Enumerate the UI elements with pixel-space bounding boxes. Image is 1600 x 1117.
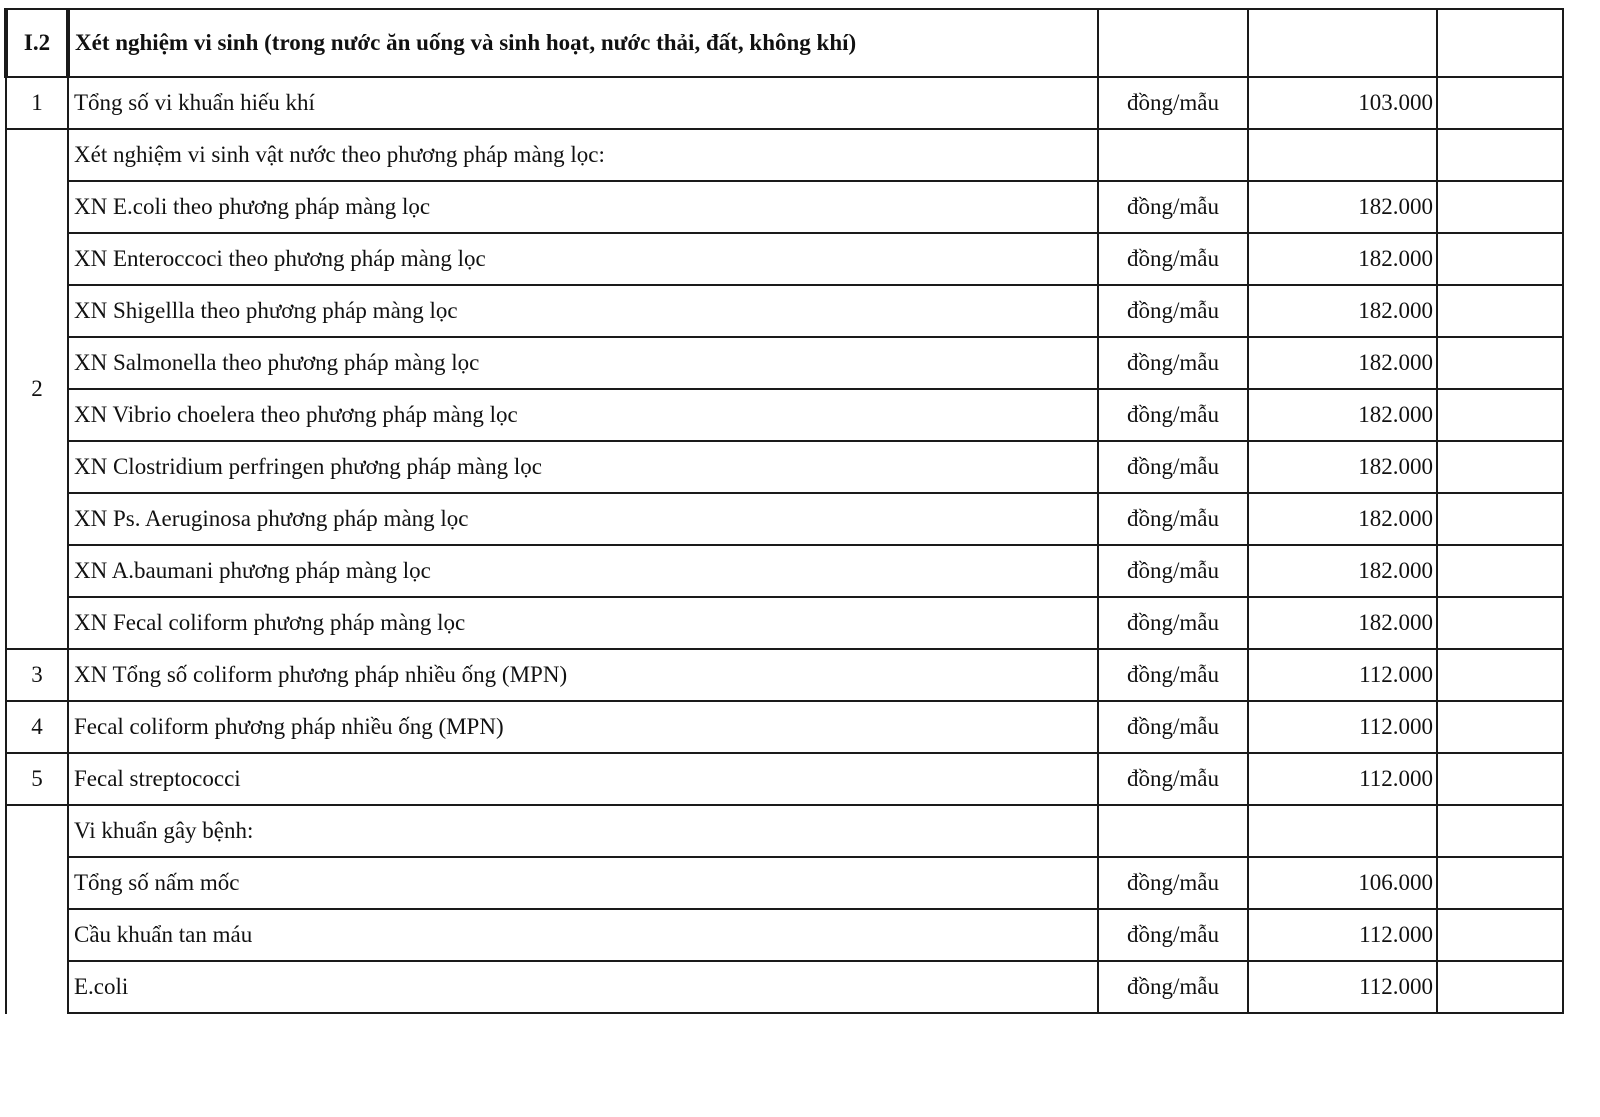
item-name: Fecal coliform phương pháp nhiều ống (MPN) — [68, 701, 1098, 753]
item-note — [1437, 493, 1563, 545]
item-price: 182.000 — [1248, 233, 1437, 285]
item-name: XN Fecal coliform phương pháp màng lọc — [68, 597, 1098, 649]
item-name: Fecal streptococci — [68, 753, 1098, 805]
table-row — [6, 701, 1563, 753]
table-row — [6, 389, 1563, 441]
item-note — [1437, 181, 1563, 233]
item-price: 182.000 — [1248, 285, 1437, 337]
item-note — [1437, 857, 1563, 909]
item-price: 106.000 — [1248, 857, 1437, 909]
table-row — [6, 441, 1563, 493]
item-name: XN Vibrio choelera theo phương pháp màng lọc — [68, 389, 1098, 441]
price-cell — [1248, 9, 1437, 77]
item-unit: đồng/mẫu — [1098, 77, 1248, 129]
item-unit: đồng/mẫu — [1098, 389, 1248, 441]
item-note — [1437, 129, 1563, 181]
item-unit: đồng/mẫu — [1098, 285, 1248, 337]
row-number: 1 — [6, 77, 68, 129]
item-note — [1437, 701, 1563, 753]
item-name: XN E.coli theo phương pháp màng lọc — [68, 181, 1098, 233]
item-unit: đồng/mẫu — [1098, 181, 1248, 233]
item-name: XN Tổng số coliform phương pháp nhiều ống (MPN) — [68, 649, 1098, 701]
table-row — [6, 285, 1563, 337]
table-row — [6, 337, 1563, 389]
item-unit: đồng/mẫu — [1098, 233, 1248, 285]
table-row — [6, 545, 1563, 597]
table-row — [6, 233, 1563, 285]
item-unit: đồng/mẫu — [1098, 649, 1248, 701]
item-note — [1437, 441, 1563, 493]
item-name: Cầu khuẩn tan máu — [68, 909, 1098, 961]
item-unit: đồng/mẫu — [1098, 909, 1248, 961]
item-price: 182.000 — [1248, 597, 1437, 649]
item-unit: đồng/mẫu — [1098, 441, 1248, 493]
item-price: 182.000 — [1248, 337, 1437, 389]
table-row — [6, 909, 1563, 961]
item-note — [1437, 909, 1563, 961]
item-price: 182.000 — [1248, 181, 1437, 233]
table-row — [6, 181, 1563, 233]
section-code: I.2 — [6, 9, 68, 77]
item-note — [1437, 545, 1563, 597]
row-number: 4 — [6, 701, 68, 753]
table-row — [6, 805, 1563, 857]
item-unit — [1098, 805, 1248, 857]
item-name: Tổng số vi khuẩn hiếu khí — [68, 77, 1098, 129]
item-price: 182.000 — [1248, 389, 1437, 441]
item-unit: đồng/mẫu — [1098, 545, 1248, 597]
table-row — [6, 129, 1563, 181]
item-unit: đồng/mẫu — [1098, 493, 1248, 545]
item-name: Tổng số nấm mốc — [68, 857, 1098, 909]
item-price: 182.000 — [1248, 493, 1437, 545]
item-note — [1437, 753, 1563, 805]
item-price: 112.000 — [1248, 649, 1437, 701]
item-name: XN A.baumani phương pháp màng lọc — [68, 545, 1098, 597]
item-note — [1437, 805, 1563, 857]
item-price: 112.000 — [1248, 753, 1437, 805]
item-unit: đồng/mẫu — [1098, 857, 1248, 909]
price-table — [4, 8, 1564, 1014]
item-unit: đồng/mẫu — [1098, 961, 1248, 1013]
table-row — [6, 961, 1563, 1013]
item-unit: đồng/mẫu — [1098, 701, 1248, 753]
item-note — [1437, 597, 1563, 649]
table-row — [6, 493, 1563, 545]
item-unit — [1098, 129, 1248, 181]
item-note — [1437, 649, 1563, 701]
item-note — [1437, 285, 1563, 337]
row-number: 2 — [6, 129, 68, 649]
item-name: Xét nghiệm vi sinh vật nước theo phương pháp màng lọc: — [68, 129, 1098, 181]
item-name: XN Shigellla theo phương pháp màng lọc — [68, 285, 1098, 337]
item-note — [1437, 233, 1563, 285]
table-row — [6, 753, 1563, 805]
item-price — [1248, 805, 1437, 857]
item-price: 112.000 — [1248, 909, 1437, 961]
unit-cell — [1098, 9, 1248, 77]
table-row — [6, 597, 1563, 649]
item-note — [1437, 77, 1563, 129]
row-number: 3 — [6, 649, 68, 701]
table-row — [6, 649, 1563, 701]
item-price: 182.000 — [1248, 545, 1437, 597]
item-name: XN Enteroccoci theo phương pháp màng lọc — [68, 233, 1098, 285]
item-unit: đồng/mẫu — [1098, 753, 1248, 805]
item-name: Vi khuẩn gây bệnh: — [68, 805, 1098, 857]
item-name: XN Ps. Aeruginosa phương pháp màng lọc — [68, 493, 1098, 545]
item-price: 112.000 — [1248, 701, 1437, 753]
row-number: 5 — [6, 753, 68, 805]
item-name: XN Salmonella theo phương pháp màng lọc — [68, 337, 1098, 389]
table-row — [6, 77, 1563, 129]
table-row — [6, 857, 1563, 909]
item-price: 103.000 — [1248, 77, 1437, 129]
item-name: XN Clostridium perfringen phương pháp màng lọc — [68, 441, 1098, 493]
item-price: 182.000 — [1248, 441, 1437, 493]
section-title: Xét nghiệm vi sinh (trong nước ăn uống và sinh hoạt, nước thải, đất, không khí) — [68, 9, 1098, 77]
item-note — [1437, 337, 1563, 389]
item-unit: đồng/mẫu — [1098, 337, 1248, 389]
section-header-row — [6, 9, 1563, 77]
item-price — [1248, 129, 1437, 181]
table-body — [6, 9, 1563, 1013]
row-number — [6, 805, 68, 1013]
item-name: E.coli — [68, 961, 1098, 1013]
note-cell — [1437, 9, 1563, 77]
item-unit: đồng/mẫu — [1098, 597, 1248, 649]
item-note — [1437, 389, 1563, 441]
item-price: 112.000 — [1248, 961, 1437, 1013]
item-note — [1437, 961, 1563, 1013]
